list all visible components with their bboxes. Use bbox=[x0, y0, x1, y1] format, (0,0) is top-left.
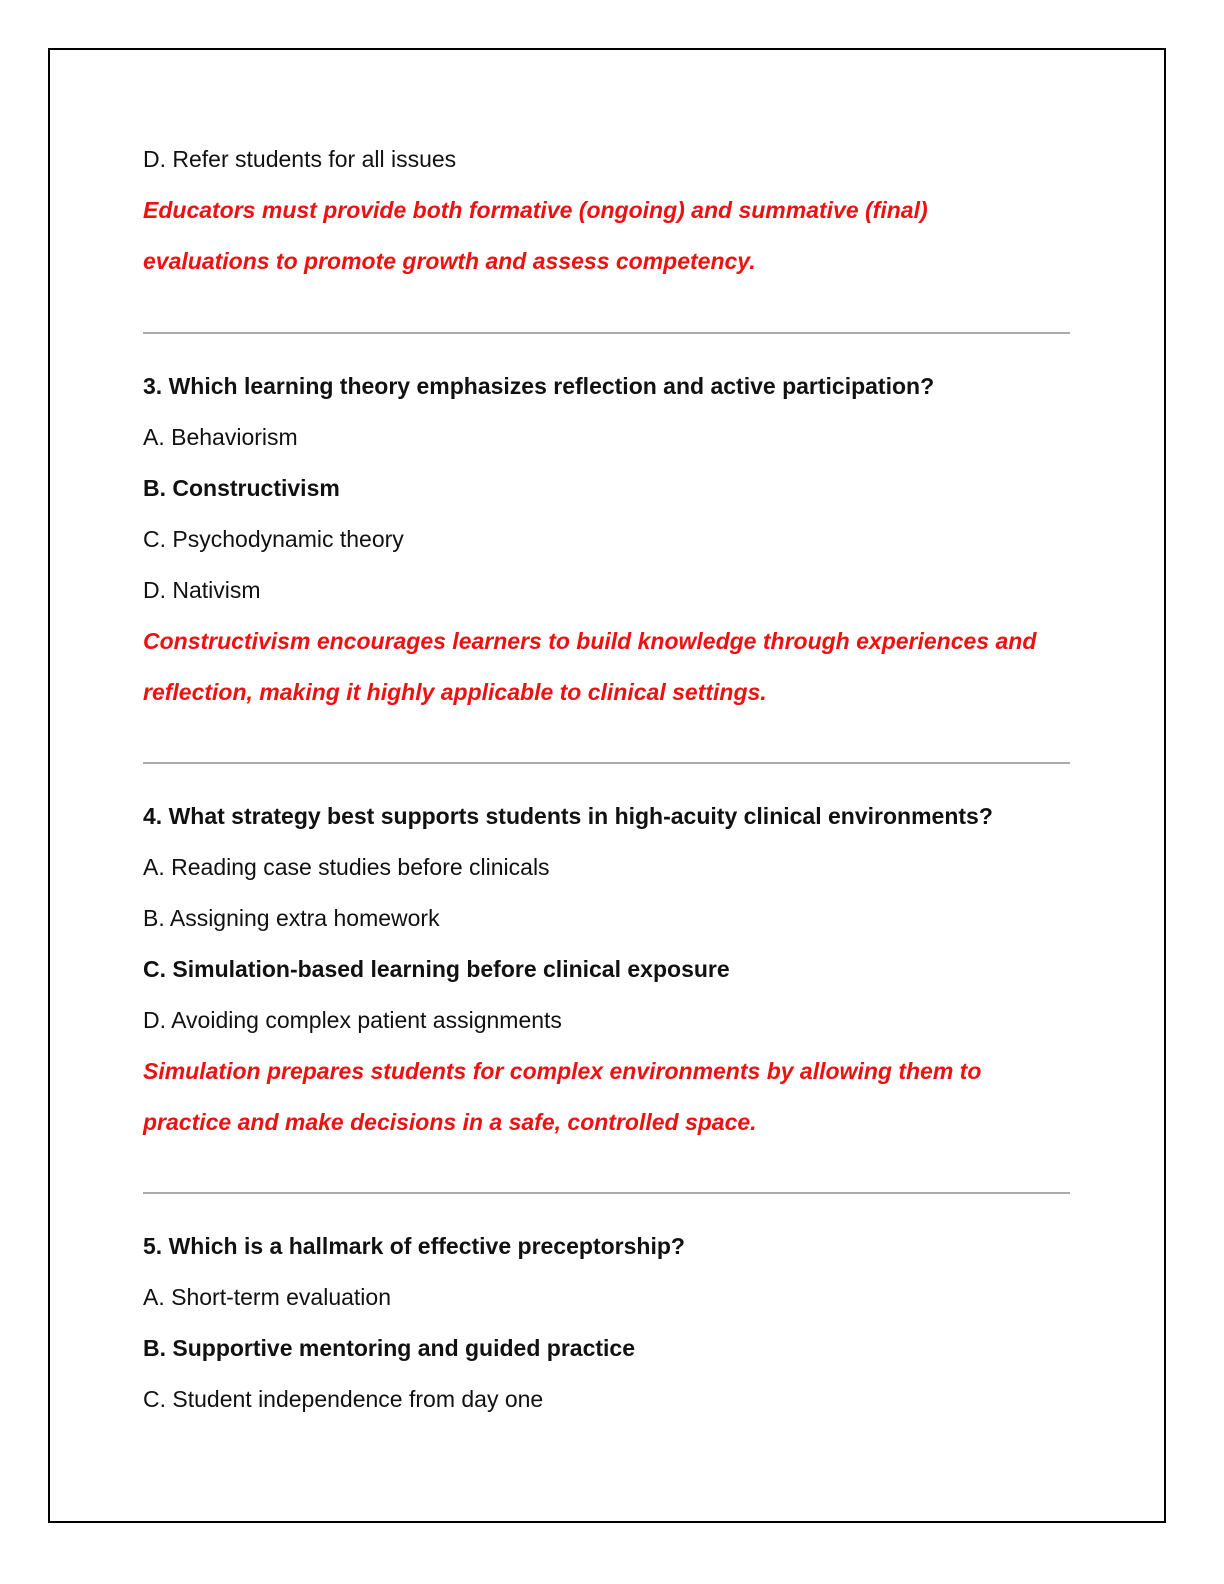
option-a: A. Reading case studies before clinicals bbox=[143, 854, 550, 880]
rationale: Educators must provide both formative (ongoing) and summative (final) bbox=[143, 197, 928, 223]
question-4: 4. What strategy best supports students in high-acuity clinical environments? bbox=[143, 803, 993, 829]
option-d: D. Nativism bbox=[143, 577, 261, 603]
question-5: 5. Which is a hallmark of effective preceptorship? bbox=[143, 1233, 685, 1259]
divider bbox=[143, 332, 1070, 334]
option-a: A. Short-term evaluation bbox=[143, 1284, 392, 1310]
option-b-correct: B. Constructivism bbox=[143, 475, 340, 501]
rationale: Constructivism encourages learners to build knowledge through experiences and bbox=[143, 628, 1037, 654]
option-d: D. Avoiding complex patient assignments bbox=[143, 1007, 562, 1033]
divider bbox=[143, 762, 1070, 764]
option-a: A. Behaviorism bbox=[143, 424, 298, 450]
rationale: Simulation prepares students for complex environments by allowing them to bbox=[143, 1058, 982, 1084]
rationale: reflection, making it highly applicable to clinical settings. bbox=[143, 679, 767, 705]
option-c: C. Student independence from day one bbox=[143, 1386, 544, 1412]
rationale: evaluations to promote growth and assess competency. bbox=[143, 248, 756, 274]
option-c-correct: C. Simulation-based learning before clinical exposure bbox=[143, 956, 730, 982]
rationale: practice and make decisions in a safe, controlled space. bbox=[143, 1109, 757, 1135]
option-c: C. Psychodynamic theory bbox=[143, 526, 404, 552]
divider bbox=[143, 1192, 1070, 1194]
option-d: D. Refer students for all issues bbox=[143, 146, 457, 172]
option-b: B. Assigning extra homework bbox=[143, 905, 440, 931]
option-b-correct: B. Supportive mentoring and guided practice bbox=[143, 1335, 635, 1361]
question-3: 3. Which learning theory emphasizes reflection and active participation? bbox=[143, 373, 935, 399]
